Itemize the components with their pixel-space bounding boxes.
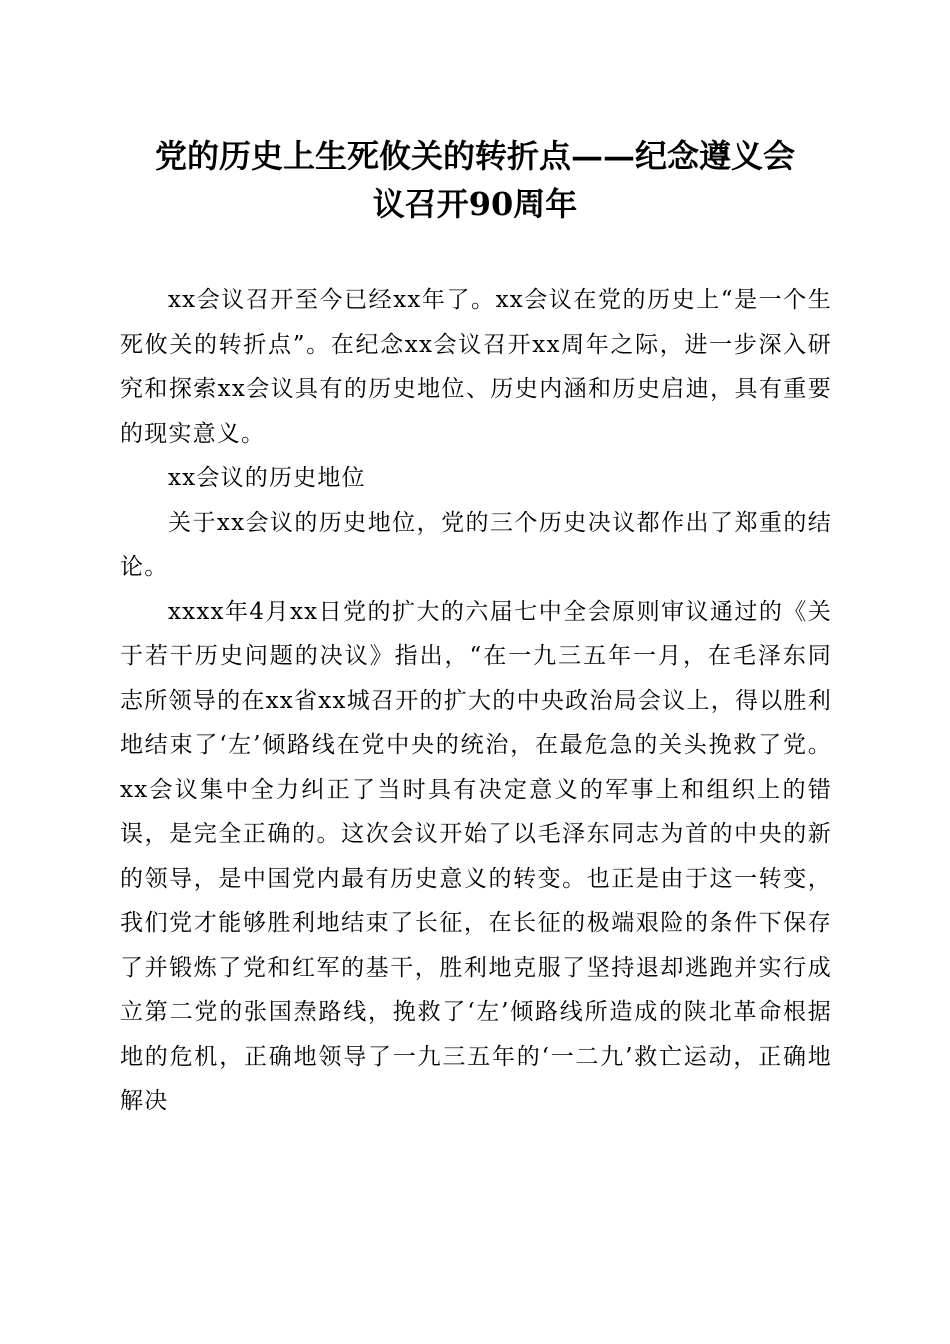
title-line-1: 党的历史上生死攸关的转折点——纪念遵义会: [154, 137, 795, 175]
body-paragraph: xxxx年4月xx日党的扩大的六届七中全会原则审议通过的《关于若干历史问题的决议》指出，“在一九三五年一月，在毛泽东同志所领导的在xx省xx城召开的扩大的中央政治局会议上，得以胜利地结束了‘左’倾路线在党中央的统治，在最危急的关头挽救了党。xx会议集中全力纠正了当时具有决定意义的军事上和组织上的错误，是完全正确的。这次会议开始了以毛泽东同志为首的中央的新的领导，是中国党内最有历史意义的转变。也正是由于这一转变，我们党才能够胜利地结束了长征，在长征的极端艰险的条件下保存了并锻炼了党和红军的基干，胜利地克服了坚持退却逃跑并实行成立第二党的张国焘路线，挽救了‘左’倾路线所造成的陕北革命根据地的危机，正确地领导了一九三五年的‘一二九’救亡运动，正确地解决: [120, 598, 832, 1114]
document-body: [120, 278, 832, 1124]
body-paragraph: 关于xx会议的历史地位，党的三个历史决议都作出了郑重的结论。: [120, 509, 832, 580]
intro-paragraph: xx会议召开至今已经xx年了。xx会议在党的历史上“是一个生死攸关的转折点”。在纪念xx会议召开xx周年之际，进一步深入研究和探索xx会议具有的历史地位、历史内涵和历史启迪，具有重要的现实意义。: [120, 287, 832, 447]
section-heading: xx会议的历史地位: [168, 465, 366, 491]
document-title: [110, 132, 840, 228]
title-line-2: 议召开90周年: [372, 185, 578, 223]
